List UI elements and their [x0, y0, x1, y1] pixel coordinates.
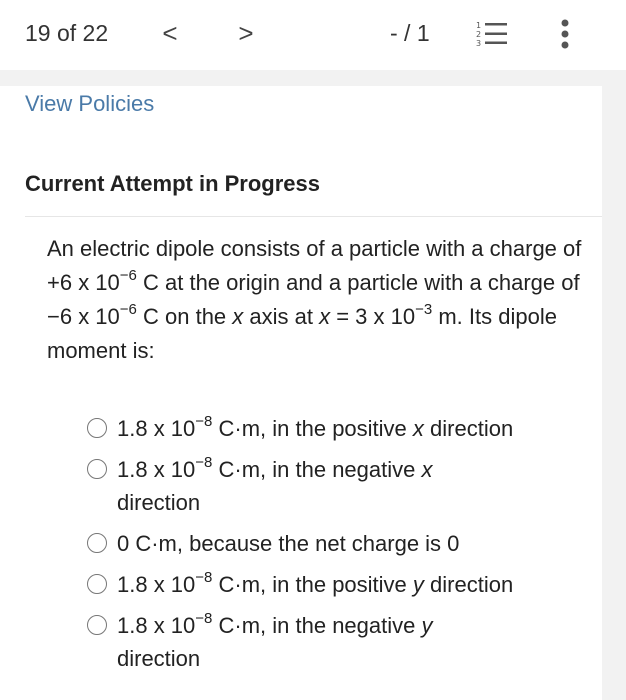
svg-text:2: 2 — [476, 30, 482, 39]
answer-option[interactable]: 1.8 x $10^{-8}$ C·m, in the positive y direction — [86, 568, 586, 601]
svg-text:1: 1 — [476, 21, 482, 30]
previous-question-button[interactable]: < — [162, 18, 178, 48]
more-options-icon[interactable] — [555, 18, 575, 52]
answer-option[interactable]: 0 C·m, because the net charge is 0 — [86, 527, 586, 560]
radio-button[interactable] — [87, 615, 107, 635]
attempt-heading: Current Attempt in Progress — [25, 171, 321, 196]
next-question-button[interactable]: > — [238, 18, 254, 48]
radio-button[interactable] — [87, 574, 107, 594]
view-policies-link[interactable]: View Policies — [25, 91, 155, 116]
answer-options — [86, 412, 586, 683]
question-text: An electric dipole consists of a particle with a charge of +6 x $10^{-6}$ C at the origin and a particle with a charge of −6 x $10^{-6}$ C on the x axis at x = 3 x $10^{-3}$ m. Its dipole moment is: — [47, 236, 582, 363]
question-panel — [0, 86, 602, 700]
radio-button[interactable] — [87, 418, 107, 438]
top-navigation-bar — [0, 0, 626, 70]
score-display: - / 1 — [390, 20, 430, 46]
answer-option[interactable]: 1.8 x $10^{-8}$ C·m, in the negative x direction — [86, 453, 497, 519]
question-list-icon[interactable] — [476, 20, 510, 48]
divider — [25, 216, 602, 217]
svg-text:3: 3 — [476, 39, 482, 48]
answer-option[interactable]: 1.8 x $10^{-8}$ C·m, in the positive x direction — [86, 412, 586, 445]
answer-option[interactable]: 1.8 x $10^{-8}$ C·m, in the negative y direction — [86, 609, 497, 675]
question-counter: 19 of 22 — [25, 20, 109, 46]
radio-button[interactable] — [87, 533, 107, 553]
radio-button[interactable] — [87, 459, 107, 479]
